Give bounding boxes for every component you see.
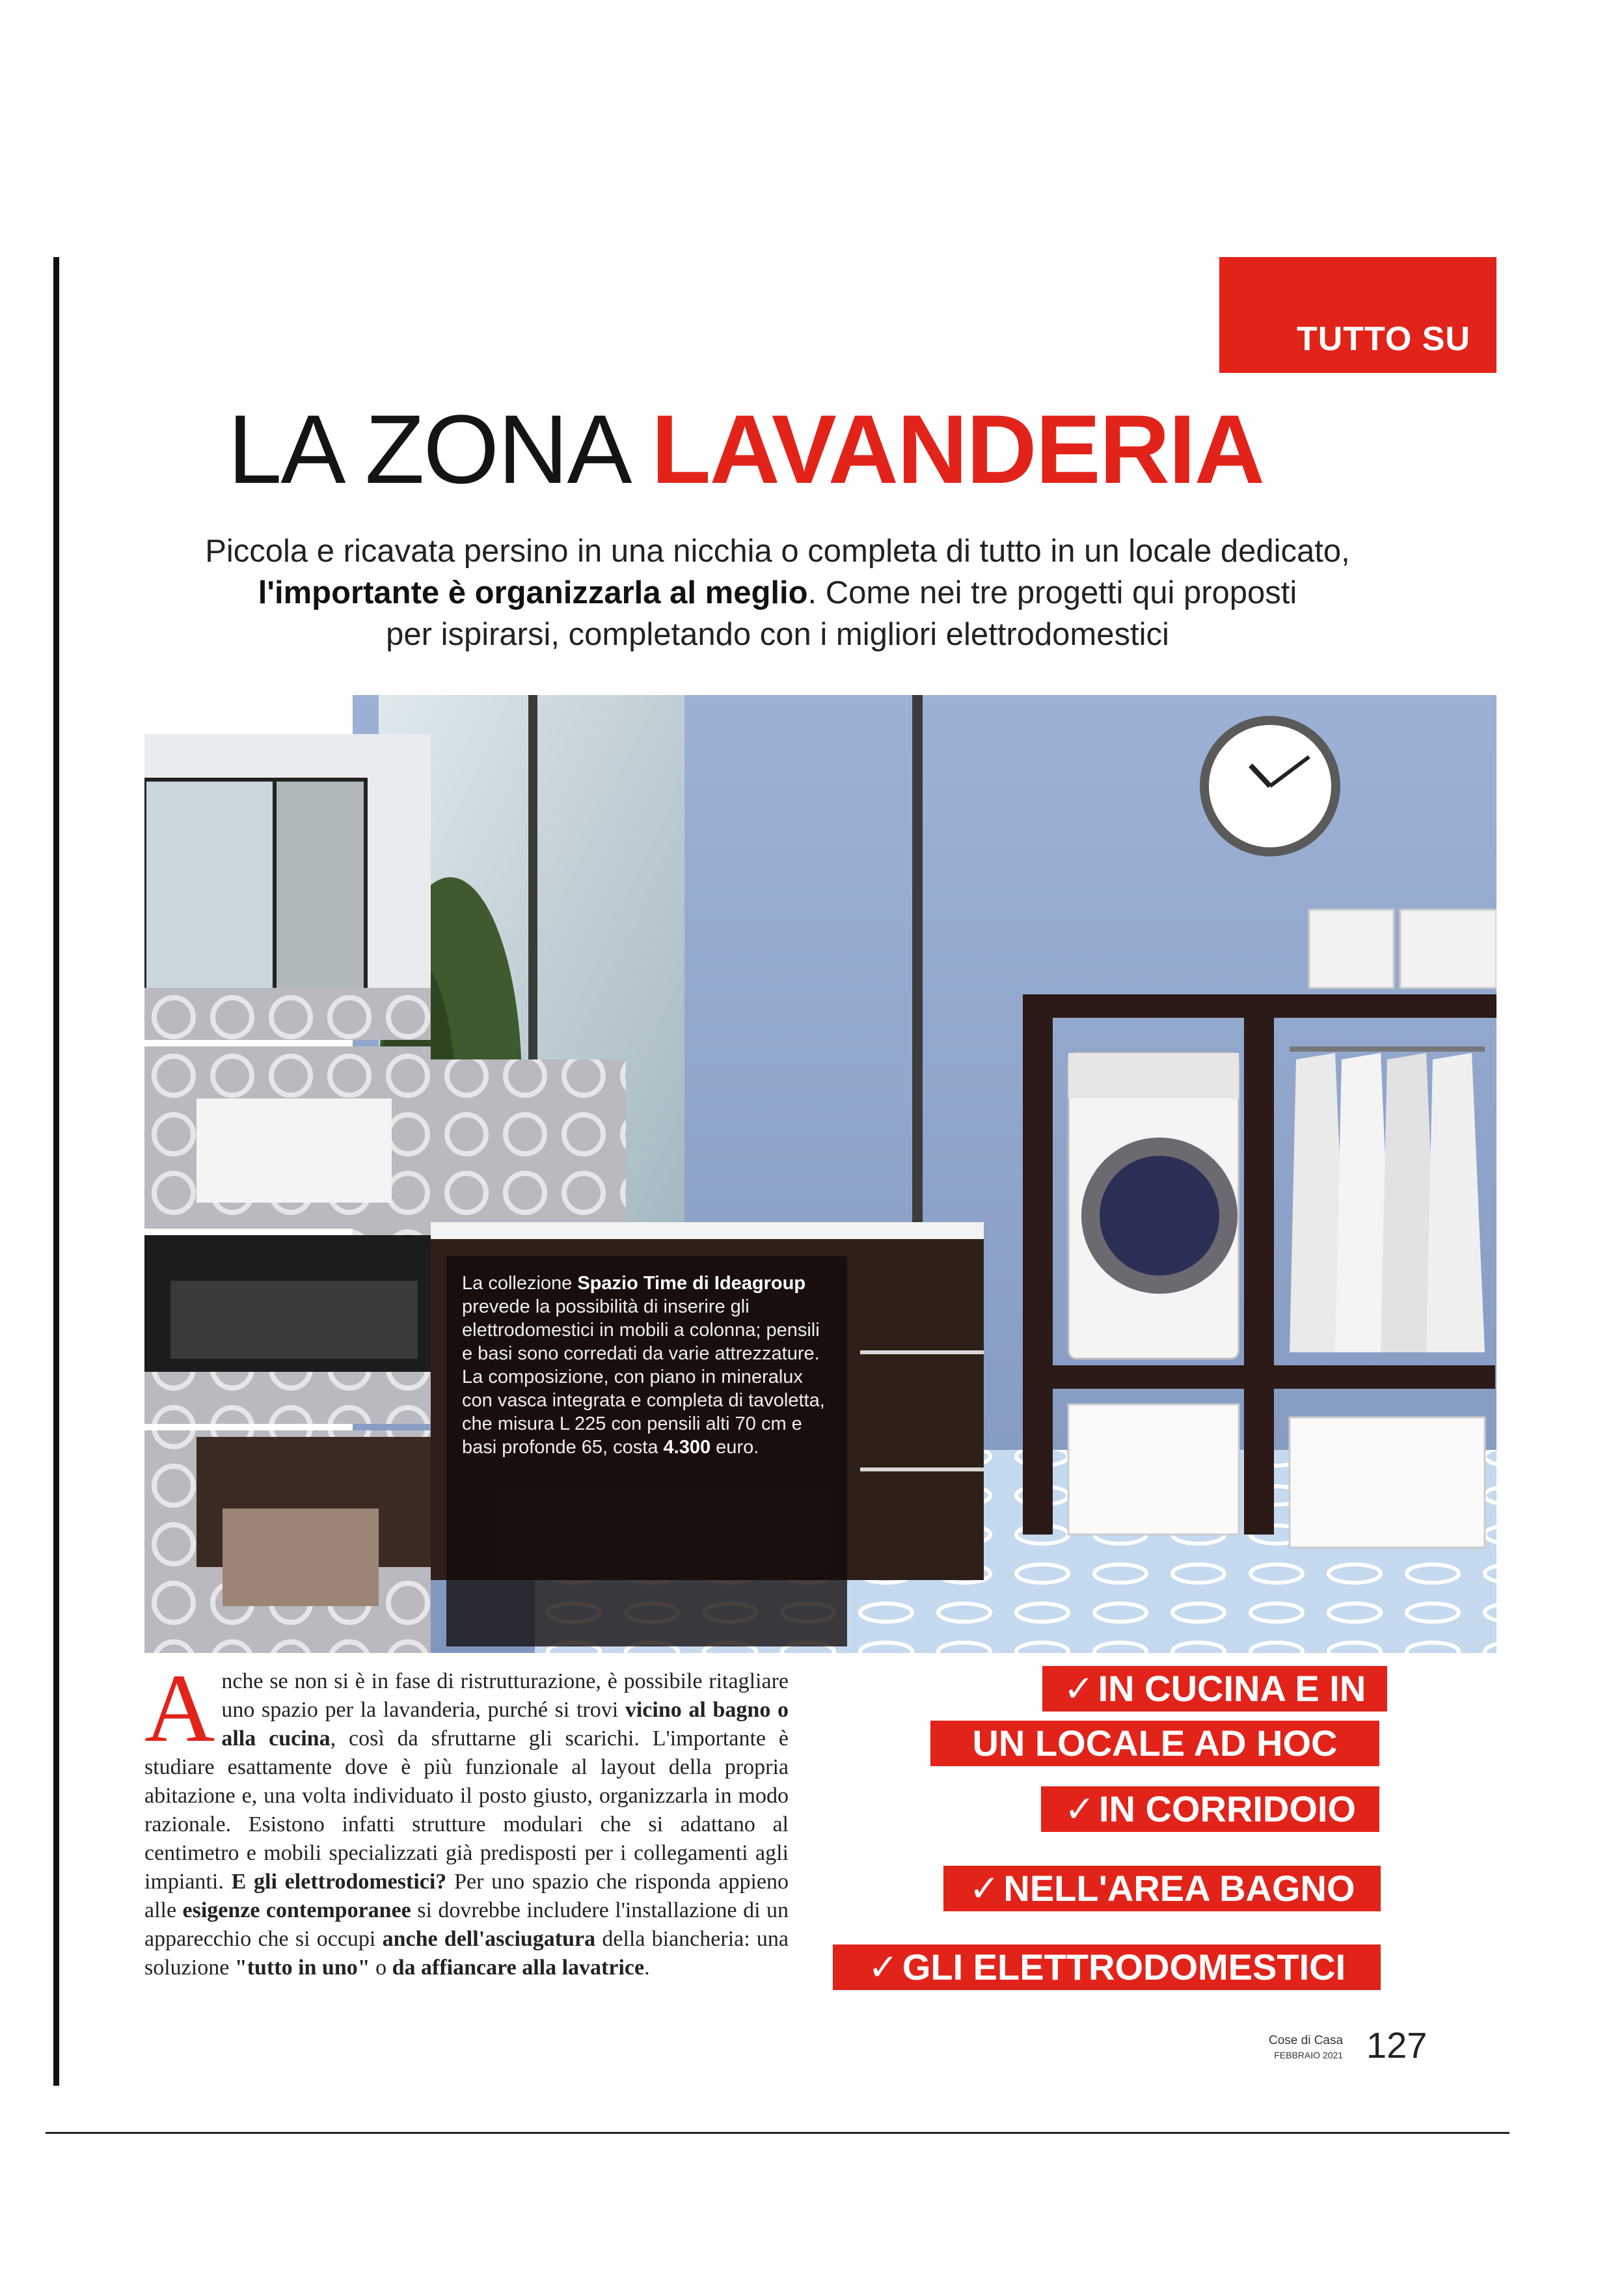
section-tab	[1219, 257, 1496, 373]
caption-text-3: euro.	[710, 1437, 759, 1458]
check-icon: ✓	[867, 1946, 899, 1987]
body-bold-4: anche dell'asciugatura	[382, 1927, 596, 1951]
label-elettrodomestici	[833, 1945, 1381, 1990]
article-body	[144, 1654, 789, 1982]
body-text-3: Per uno spazio che risponda appieno alle	[144, 1870, 789, 1922]
label-cucina-line1	[1042, 1666, 1387, 1712]
caption-text-1: La collezione	[462, 1273, 578, 1294]
body-bold-3: esigenze contemporanee	[182, 1898, 411, 1922]
body-text-6: o	[370, 1956, 392, 1980]
caption-text-2: prevede la possibilità di inserire gli elettrodomestici in mobili a colonna; pensili e basi sono corredati da varie attrezzature. La composizione, con piano in mineralux con vasca integrata e completa di tavoletta, che misura L 225 con pensili alti 70 cm e basi profonde 65, costa	[462, 1296, 825, 1458]
body-text-4: si dovrebbe includere l'installazione di un apparecchio che si occupi	[144, 1898, 789, 1951]
caption-brand: Spazio Time di Ideagroup	[577, 1273, 806, 1294]
body-text-5: della biancheria: una soluzione	[144, 1927, 789, 1980]
headline-light: LA ZONA	[228, 394, 651, 504]
subtitle-line3: per ispirarsi, completando con i migliori elettrodomestici	[386, 617, 1169, 652]
label-corridoio-text: IN CORRIDOIO	[1098, 1788, 1357, 1829]
footer-magazine	[1269, 2034, 1343, 2062]
body-text-2: , così da sfruttarne gli scarichi. L'importante è studiare esattamente dove è più funzionale al layout della propria abitazione e, una volta individuato il posto giusto, organizzarla in modo razionale. Esistono infatti strutture modulari che si adattano al centimetro e mobili specializzati già predisposti per i collegamenti agli impianti.	[144, 1726, 789, 1894]
body-bold-5: "tutto in uno"	[234, 1956, 370, 1980]
bottom-rule	[46, 2132, 1509, 2134]
body-bold-6: da affiancare alla lavatrice	[392, 1956, 645, 1980]
check-icon: ✓	[1063, 1668, 1094, 1709]
photo-caption	[446, 1256, 847, 1646]
caption-price: 4.300	[663, 1437, 711, 1458]
check-icon: ✓	[1064, 1788, 1095, 1829]
subtitle-bold: l'importante è organizzarla al meglio	[258, 575, 808, 610]
label-bagno	[943, 1866, 1381, 1911]
issue-date: FEBBRAIO 2021	[1274, 2050, 1344, 2060]
body-bold-1: vicino al bagno o alla cucina	[221, 1698, 789, 1751]
magazine-name: Cose di Casa	[1269, 2034, 1344, 2047]
body-text-7: .	[644, 1956, 650, 1980]
body-bold-2: E gli elettrodomestici?	[231, 1870, 447, 1894]
page-number: 127	[1366, 2025, 1428, 2066]
subtitle-line2: . Come nei tre progetti qui proposti	[807, 575, 1297, 610]
label-cucina-text2: UN LOCALE AD HOC	[972, 1723, 1338, 1764]
left-margin-rule	[53, 257, 59, 2086]
page-headline	[228, 394, 1264, 504]
headline-bold: LAVANDERIA	[651, 394, 1264, 504]
label-elettro-text: GLI ELETTRODOMESTICI	[902, 1946, 1346, 1987]
subtitle-line1: Piccola e ricavata persino in una nicchia o completa di tutto in un locale dedicato,	[205, 534, 1350, 569]
body-text-1: nche se non si è in fase di ristrutturazione, è possibile ritagliare uno spazio per la lavanderia, purché si trovi	[221, 1669, 789, 1722]
check-icon: ✓	[969, 1868, 1000, 1909]
drop-cap: A	[144, 1654, 215, 1762]
section-tab-label: TUTTO SU	[1296, 320, 1470, 358]
subtitle	[169, 530, 1386, 655]
label-cucina-text1: IN CUCINA E IN	[1098, 1668, 1366, 1709]
label-corridoio	[1041, 1786, 1379, 1832]
label-cucina-line2	[930, 1721, 1379, 1766]
label-bagno-text: NELL'AREA BAGNO	[1003, 1868, 1355, 1909]
